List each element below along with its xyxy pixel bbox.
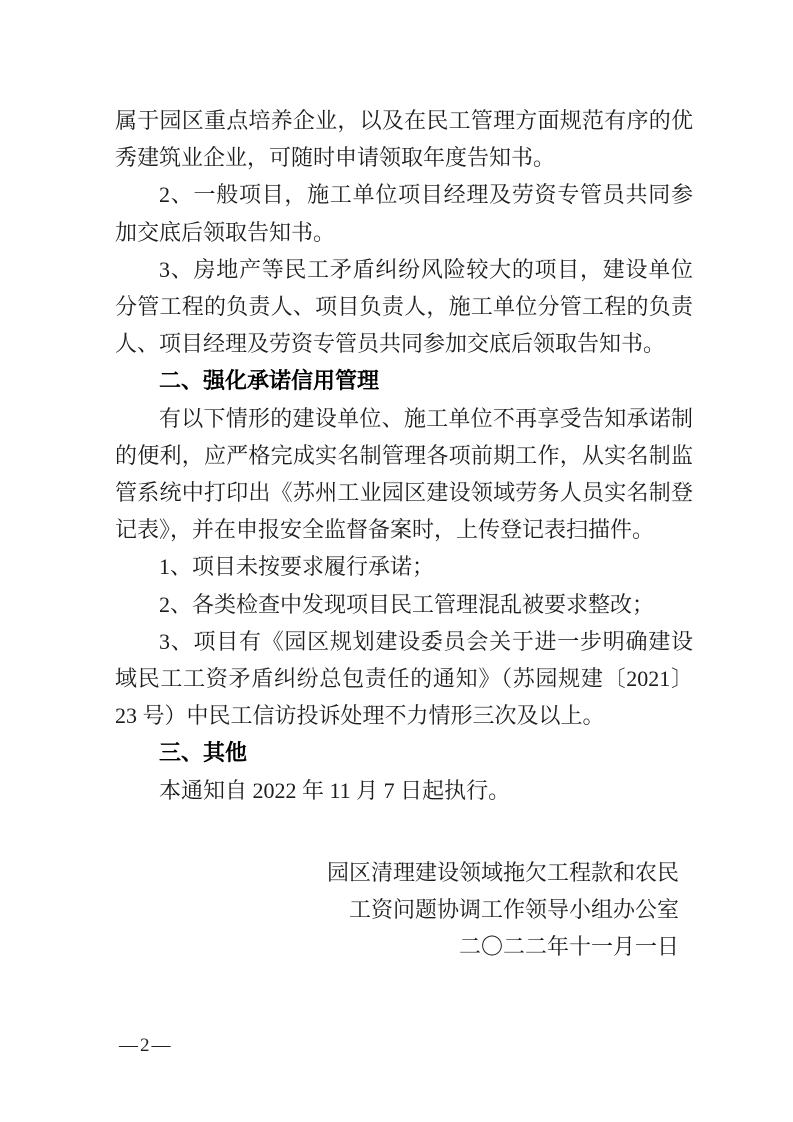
- notice-body: [115, 102, 693, 965]
- paragraph-line: 有以下情形的建设单位、施工单位不再享受告知承诺制: [159, 405, 693, 431]
- paragraph-line: 域民工工资矛盾纠纷总包责任的通知》（苏园规建〔2021〕: [115, 666, 693, 692]
- paragraph-line: 秀建筑业企业，可随时申请领取年度告知书。: [115, 145, 556, 171]
- page-number: —2—: [119, 1035, 173, 1056]
- paragraph-line: 的便利，应严格完成实名制管理各项前期工作，从实名制监: [115, 442, 693, 468]
- paragraph-line: 管系统中打印出《苏州工业园区建设领域劳务人员实名制登: [115, 480, 693, 506]
- effective-date-line: 本通知自 2022 年 11 月 7 日起执行。: [159, 777, 511, 803]
- section-heading-3: 三、其他: [159, 740, 248, 766]
- list-item-line: 1、项目未按要求履行承诺；: [159, 554, 435, 580]
- paragraph-line: 分管工程的负责人、项目负责人，施工单位分管工程的负责: [115, 294, 693, 320]
- list-item-line: 2、各类检查中发现项目民工管理混乱被要求整改；: [159, 591, 655, 617]
- paragraph-line: 记表》，并在申报安全监督备案时，上传登记表扫描件。: [115, 517, 655, 543]
- list-item-line: 3、房地产等民工矛盾纠纷风险较大的项目，建设单位: [159, 256, 693, 282]
- list-item-line: 2、一般项目，施工单位项目经理及劳资专管员共同参: [159, 182, 693, 208]
- paragraph-line: 23 号）中民工信访投诉处理不力情形三次及以上。: [115, 703, 605, 729]
- signature-line-1: 园区清理建设领域拖欠工程款和农民: [326, 859, 679, 885]
- paragraph-line: 加交底后领取告知书。: [115, 219, 336, 245]
- paragraph-line: 属于园区重点培养企业，以及在民工管理方面规范有序的优: [115, 108, 693, 133]
- signature-date: 二〇二二年十一月一日: [458, 934, 679, 960]
- paragraph-line: 人、项目经理及劳资专管员共同参加交底后领取告知书。: [115, 331, 666, 357]
- signature-block: [115, 854, 693, 966]
- list-item-line: 3、项目有《园区规划建设委员会关于进一步明确建设: [159, 628, 693, 654]
- section-heading-2: 二、强化承诺信用管理: [159, 368, 380, 394]
- signature-line-2: 工资问题协调工作领导小组办公室: [348, 897, 679, 923]
